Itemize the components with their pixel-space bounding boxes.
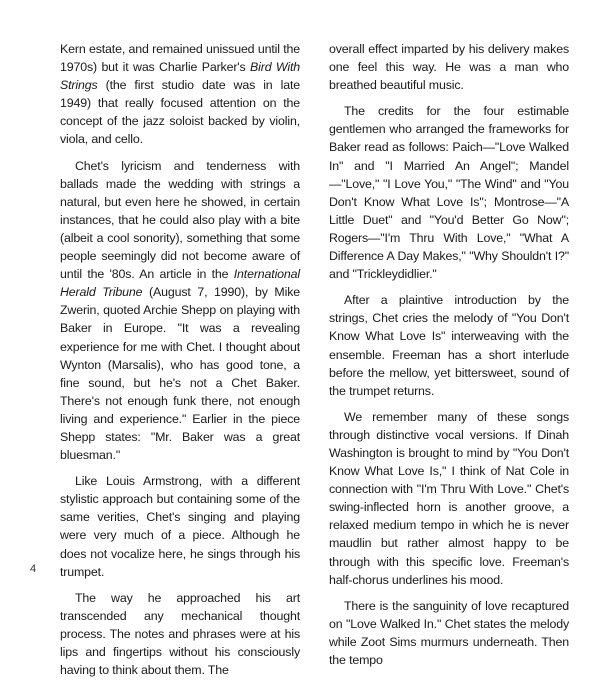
text-run: (the first studio date was in late 1949) that really focused attention on the concept of the jazz soloist backed by violin, viola, and cello. xyxy=(60,78,300,147)
paragraph xyxy=(60,589,300,679)
right-column xyxy=(329,40,569,677)
text-run: After a plaintive introduction by the strings, Chet cries the melody of "You Don't Know What Love Is" interweaving with the ensemble. Freeman has a short interlude before the mellow, yet bittersweet, sound of the trumpet returns. xyxy=(329,293,569,398)
text-run: (August 7, 1990), by Mike Zwerin, quoted Archie Shepp on playing with Baker in Europe. "It was a revealing experience for me with Chet. I thought about Wynton (Marsalis), who has good tone, a fine sound, but he's not a Chet Baker. There's not enough funk there, not enough living and experience." Earlier in the piece Shepp states: "Mr. Baker was a great bluesman." xyxy=(60,285,300,463)
italic-title: International Herald Tribune xyxy=(60,267,300,300)
text-run: We remember many of these songs through distinctive vocal versions. If Dinah Washington is brought to mind by "You Don't Know What Love Is," I think of Nat Cole in connection with "I'm Thru With Love." Chet's swing-inflected horn is another groove, a relaxed medium tempo in which he is never maudlin but rather almost happy to be through with this specific love. Freeman's half-chorus underlines his mood. xyxy=(329,409,569,587)
paragraph xyxy=(329,102,569,283)
text-run: Chet's lyricism and tenderness with ballads made the wedding with strings a natural, but even here he showed, in certain instances, that he could also play with a bite (albeit a cool sonority), something that some people seemingly did not become aware of until the '80s. An article in the xyxy=(60,158,300,282)
paragraph xyxy=(60,40,300,149)
text-run: Like Louis Armstrong, with a different stylistic approach but containing some of the same verities, Chet's singing and playing were very much of a piece. Although he does not vocalize here, he sings through his trumpet. xyxy=(60,474,300,579)
italic-title: Bird With Strings xyxy=(60,60,300,93)
paragraph xyxy=(60,472,300,581)
text-run: The way he approached his art transcended any mechanical thought process. The notes and phrases were at his lips and fingertips without his consciously having to think about them. The xyxy=(60,590,300,678)
page-number: 4 xyxy=(30,563,37,575)
text-run: overall effect imparted by his delivery makes one feel this way. He was a man who breathed beautiful music. xyxy=(329,42,569,93)
text-run: There is the sanguinity of love recaptured on "Love Walked In." Chet states the melody while Zoot Sims murmurs underneath. Then the tempo xyxy=(329,598,569,667)
text-run: Kern estate, and remained unissued until the 1970s) but it was Charlie Parker's xyxy=(60,42,300,75)
paragraph xyxy=(329,597,569,669)
paragraph xyxy=(329,40,569,94)
paragraph xyxy=(329,291,569,400)
paragraph xyxy=(60,157,300,465)
left-column xyxy=(60,40,300,687)
text-run: The credits for the four estimable gentlemen who arranged the frameworks for Baker read as follows: Paich—"Love Walked In" and "I Married An Angel"; Mandel—"Love," "I Love You," "The Wind" and "You Don't Know What Love Is"; Montrose—"A Little Duet" and "You'd Better Go Now"; Rogers—"I'm Thru With Love," "What A Difference A Day Makes," "Why Shouldn't I?" and "Trickleydidlier." xyxy=(329,104,569,282)
paragraph xyxy=(329,408,569,589)
